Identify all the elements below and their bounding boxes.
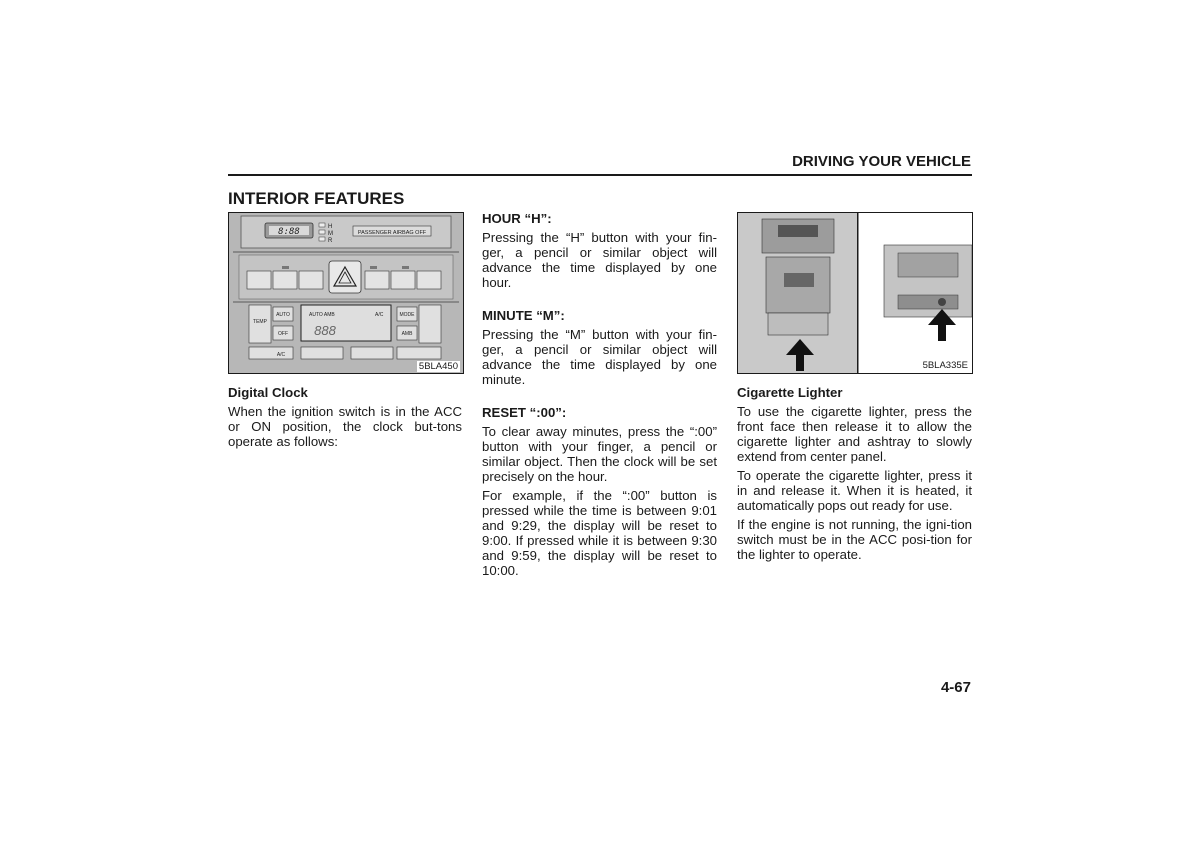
ac-button-label: A/C bbox=[276, 352, 286, 358]
minute-heading: MINUTE “M”: bbox=[482, 308, 565, 323]
reset-body-2: For example, if the “:00” button is pressed while the time is between 9:01 and 9:29, the display will be reset to 9:00. If pressed while it is between 9:30 and 9:59, the display will be reset to 10:00. bbox=[482, 488, 717, 578]
amb-label: AMB bbox=[401, 331, 413, 337]
off-label: OFF bbox=[278, 331, 288, 337]
column-clock-buttons bbox=[482, 211, 717, 582]
airbag-label: PASSENGER AIRBAG OFF bbox=[357, 230, 427, 236]
digital-clock-heading: Digital Clock bbox=[228, 385, 308, 400]
column-digital-clock bbox=[228, 385, 462, 453]
auto-left-label: AUTO bbox=[276, 312, 290, 318]
cigarette-lighter-p3: If the engine is not running, the igni-tion switch must be in the ACC posi-tion for the lighter to operate. bbox=[737, 517, 972, 562]
temp-label: TEMP bbox=[253, 319, 267, 325]
climate-control-illustration bbox=[229, 213, 463, 373]
page-number: 4-67 bbox=[940, 679, 971, 696]
clock-panel-figure bbox=[228, 212, 464, 374]
hour-body: Pressing the “H” button with your fin-ger, a pencil or similar object will advance the time displayed by one hour. bbox=[482, 230, 717, 290]
column-cigarette-lighter bbox=[737, 385, 972, 566]
reset-label: R bbox=[328, 238, 333, 244]
lcd-digits: 888 bbox=[314, 323, 336, 338]
cigarette-lighter-p1: To use the cigarette lighter, press the front face then release it to allow the cigarette lighter and ashtray to slowly extend from center panel. bbox=[737, 404, 972, 464]
figure-code: 5BLA450 bbox=[418, 361, 458, 372]
reset-body-1: To clear away minutes, press the “:00” button with your finger, a pencil or similar object. Then the clock will be set precisely on the hour. bbox=[482, 424, 717, 484]
header-rule bbox=[228, 174, 972, 176]
running-header: DRIVING YOUR VEHICLE bbox=[792, 153, 971, 170]
auto-amb-label: AUTO AMB bbox=[309, 312, 335, 318]
hour-label: H bbox=[328, 224, 333, 230]
ac-display-label: A/C bbox=[375, 312, 384, 318]
cigarette-lighter-figure bbox=[737, 212, 973, 374]
reset-heading: RESET “:00”: bbox=[482, 405, 567, 420]
cigarette-lighter-heading: Cigarette Lighter bbox=[737, 385, 843, 400]
figure-code: 5BLA335E bbox=[922, 360, 968, 371]
clock-display: 8:88 bbox=[278, 227, 300, 237]
hour-heading: HOUR “H”: bbox=[482, 211, 552, 226]
minute-label: M bbox=[328, 231, 333, 237]
cigarette-lighter-p2: To operate the cigarette lighter, press it in and release it. When it is heated, it automatically pops out ready for use. bbox=[737, 468, 972, 513]
digital-clock-body: When the ignition switch is in the ACC or ON position, the clock but-tons operate as follows: bbox=[228, 404, 462, 449]
minute-body: Pressing the “M” button with your fin-ger, a pencil or similar object will advance the time displayed by one minute. bbox=[482, 327, 717, 387]
mode-label: MODE bbox=[399, 312, 415, 318]
center-console-illustration bbox=[738, 213, 972, 373]
section-title: INTERIOR FEATURES bbox=[228, 189, 405, 208]
